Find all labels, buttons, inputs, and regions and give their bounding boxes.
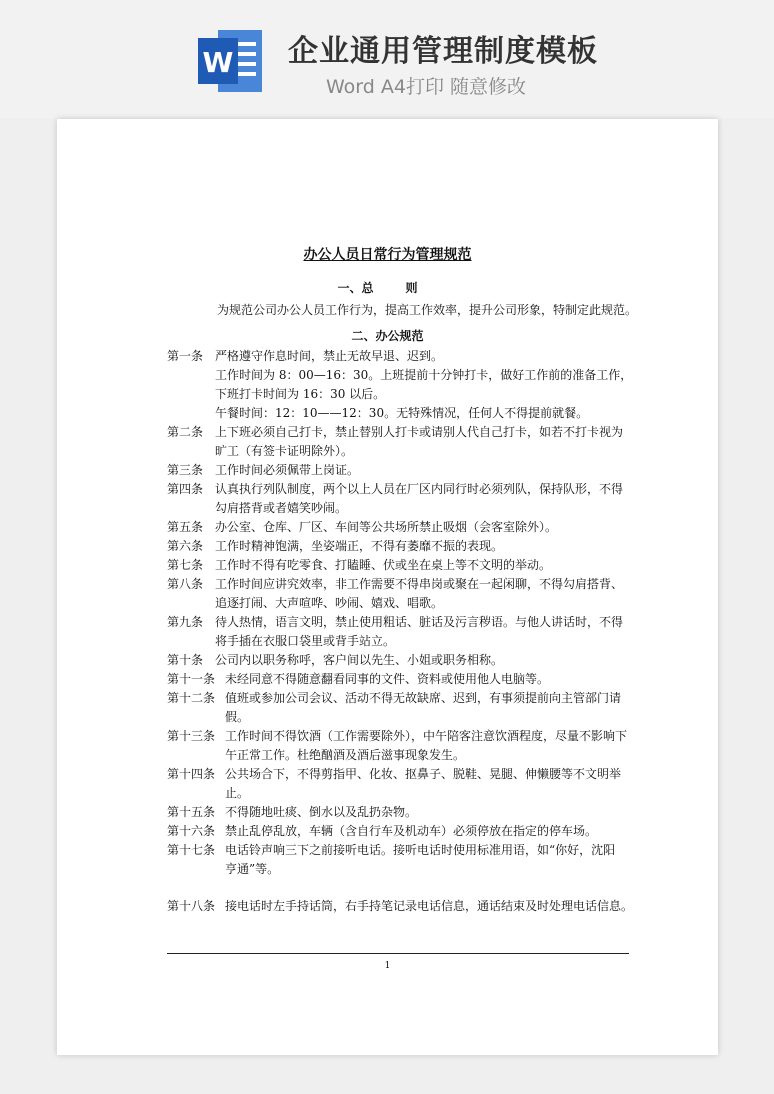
article-item — [167, 613, 647, 651]
article-line: 将手插在衣服口袋里或背手站立。 — [215, 634, 396, 648]
article-item — [167, 841, 647, 879]
article-line: 不得随地吐痰、倒水以及乱扔杂物。 — [225, 805, 418, 819]
article-number: 第七条 — [167, 558, 204, 572]
article-number: 第九条 — [167, 615, 204, 629]
page-number: 1 — [384, 961, 391, 971]
article-body — [225, 822, 647, 841]
article-line: 工作时不得有吃零食、打瞌睡、伏或坐在桌上等不文明的举动。 — [215, 558, 552, 572]
article-item — [167, 822, 647, 841]
article-line: 勾肩搭背或者嬉笑吵闹。 — [215, 501, 348, 515]
article-number: 第二条 — [167, 425, 204, 439]
article-body — [215, 480, 647, 518]
article-item — [167, 803, 647, 822]
article-body — [215, 518, 647, 537]
article-item — [167, 651, 647, 670]
article-line: 未经同意不得随意翻看同事的文件、资料或使用他人电脑等。 — [225, 672, 550, 686]
article-body — [215, 537, 647, 556]
article-line: 认真执行列队制度，两个以上人员在厂区内同行时必须列队，保持队形，不得 — [215, 482, 624, 496]
article-body — [215, 423, 647, 461]
document-title: 办公人员日常行为管理规范 — [303, 247, 472, 263]
article-number: 第十六条 — [167, 824, 216, 838]
article-item — [167, 423, 647, 461]
article-body — [225, 897, 647, 916]
article-body — [215, 461, 647, 480]
intro-paragraph: 为规范公司办公人员工作行为，提高工作效率，提升公司形象，特制定此规范。 — [217, 303, 638, 317]
article-item — [167, 480, 647, 518]
article-item — [167, 347, 647, 366]
article-number: 第十条 — [167, 653, 204, 667]
article-line: 严格遵守作息时间，禁止无故早退、迟到。 — [215, 349, 444, 363]
article-line: 午餐时间：12：10——12：30。无特殊情况，任何人不得提前就餐。 — [215, 406, 589, 420]
article-item — [167, 689, 647, 727]
article-item — [167, 765, 647, 803]
article-number: 第三条 — [167, 463, 204, 477]
article-number: 第五条 — [167, 520, 204, 534]
article-number: 第十一条 — [167, 672, 216, 686]
section-1-word: 则 — [405, 281, 418, 295]
article-line: 电话铃声响三下之前接听电话。接听电话时使用标准用语，如“你好，沈阳 — [225, 843, 616, 857]
section-1-number: 一、总 — [337, 281, 374, 295]
article-body — [215, 366, 647, 423]
article-line: 上下班必须自己打卡，禁止替别人打卡或请别人代自己打卡，如若不打卡视为 — [215, 425, 624, 439]
article-number: 第十四条 — [167, 767, 216, 781]
article-item — [167, 537, 647, 556]
article-number: 第十二条 — [167, 691, 216, 705]
section-heading-office-rules: 二、办公规范 — [351, 329, 424, 343]
banner-subtitle: Word A4打印 随意修改 — [326, 76, 527, 98]
article-item — [167, 556, 647, 575]
article-body — [215, 613, 647, 651]
word-logo-icon — [196, 26, 264, 96]
article-item — [167, 518, 647, 537]
article-item — [167, 461, 647, 480]
article-line: 工作时精神饱满，坐姿端正，不得有萎靡不振的表现。 — [215, 539, 504, 553]
article-line: 工作时间应讲究效率，非工作需要不得串岗或聚在一起闲聊，不得勾肩搭背、 — [215, 577, 624, 591]
article-line: 旷工（有签卡证明除外）。 — [215, 444, 354, 458]
article-line: 接电话时左手持话筒，右手持笔记录电话信息，通话结束及时处理电话信息。 — [225, 899, 634, 913]
article-body — [225, 670, 647, 689]
article-line: 午正常工作。杜绝酗酒及酒后滋事现象发生。 — [225, 748, 466, 762]
article-number: 第一条 — [167, 349, 204, 363]
article-body — [225, 803, 647, 822]
article-body — [225, 689, 647, 727]
banner-title: 企业通用管理制度模板 — [288, 34, 598, 69]
template-banner — [0, 0, 774, 118]
article-line: 追逐打闹、大声喧哗、吵闹、嬉戏、唱歌。 — [215, 596, 444, 610]
article-line: 待人热情，语言文明，禁止使用粗话、脏话及污言秽语。与他人讲话时，不得 — [215, 615, 624, 629]
article-item — [167, 727, 647, 765]
article-number: 第十八条 — [167, 899, 216, 913]
article-item — [167, 897, 647, 916]
article-body — [225, 727, 647, 765]
article-item — [167, 575, 647, 613]
article-number: 第十七条 — [167, 843, 216, 857]
article-line: 值班或参加公司会议、活动不得无故缺席、迟到，有事须提前向主管部门请 — [225, 691, 622, 705]
article-line: 工作时间不得饮酒（工作需要除外），中午陪客注意饮酒程度，尽量不影响下 — [225, 729, 628, 743]
article-number: 第八条 — [167, 577, 204, 591]
article-body — [215, 347, 647, 366]
article-body — [215, 575, 647, 613]
article-line: 假。 — [225, 710, 250, 724]
article-line: 止。 — [225, 786, 250, 800]
article-line: 公共场合下，不得剪指甲、化妆、抠鼻子、脱鞋、晃腿、伸懒腰等不文明举 — [225, 767, 622, 781]
article-body — [225, 841, 647, 879]
article-number: 第十三条 — [167, 729, 216, 743]
footer-divider — [167, 953, 629, 954]
section-heading-general — [57, 279, 718, 296]
article-body — [225, 765, 647, 803]
article-line: 公司内以职务称呼，客户间以先生、小姐或职务相称。 — [215, 653, 504, 667]
article-item — [167, 670, 647, 689]
article-line: 工作时间为 8：00—16：30。上班提前十分钟打卡，做好工作前的准备工作， — [215, 368, 633, 382]
word-logo-letter: W — [202, 46, 234, 79]
document-page — [57, 119, 718, 1055]
article-line: 亨通”等。 — [225, 862, 280, 876]
article-line: 工作时间必须佩带上岗证。 — [215, 463, 360, 477]
article-item — [167, 366, 647, 423]
article-line: 禁止乱停乱放，车辆（含自行车及机动车）必须停放在指定的停车场。 — [225, 824, 598, 838]
article-number: 第十五条 — [167, 805, 216, 819]
articles-list — [167, 347, 647, 916]
article-body — [215, 556, 647, 575]
article-body — [215, 651, 647, 670]
article-line: 下班打卡时间为 16：30 以后。 — [215, 387, 386, 401]
article-number: 第六条 — [167, 539, 204, 553]
article-number: 第四条 — [167, 482, 204, 496]
article-line: 办公室、仓库、厂区、车间等公共场所禁止吸烟（会客室除外）。 — [215, 520, 558, 534]
